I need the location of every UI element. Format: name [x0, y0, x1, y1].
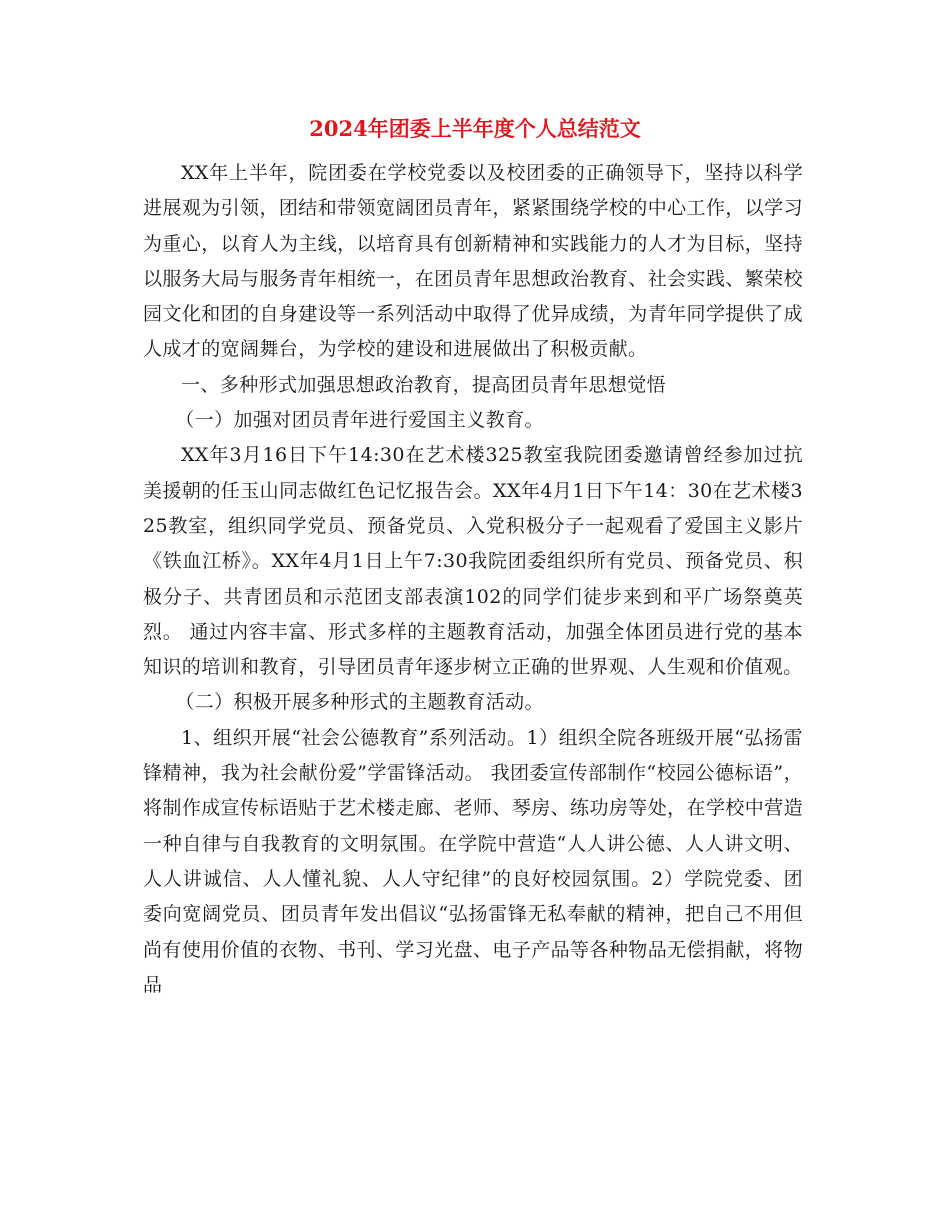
subsection-heading-1: （一）加强对团员青年进行爱国主义教育。 — [175, 409, 544, 432]
subsection-heading-2: （二）积极开展多种形式的主题教育活动。 — [175, 691, 544, 714]
paragraph-patriotic-education: XX年3月16日下午14:30在艺术楼325教室我院团委邀请曾经参加过抗美援朝的任玉山同志做红色记忆报告会。XX年4月1日下午14：30在艺术楼325教室，组织同学党员、预备党员、入党积极分子一起观看了爱国主义影片《铁血江桥》。XX年4月1日上午7:30我院团委组织所有党员、预备党员、积极分子、共青团员和示范团支部表演102的同学们徒步来到和平广场祭奠英烈。 通过内容丰富、形式多样的主题教育活动，加强全体团员进行党的基本知识的培训和教育，引导团员青年逐步树立正确的世界观、人生观和价值观。 — [143, 444, 803, 679]
section-heading-1: 一、多种形式加强思想政治教育，提高团员青年思想觉悟 — [181, 373, 667, 396]
document-body — [143, 156, 803, 1003]
document-title: 2024年团委上半年度个人总结范文 — [309, 116, 641, 141]
paragraph-public-morality: 1、组织开展“社会公德教育”系列活动。1）组织全院各班级开展“弘扬雷锋精神，我为社会献份爱”学雷锋活动。 我团委宣传部制作“校园公德标语”，将制作成宣传标语贴于艺术楼走廊、老师、琴房、练功房等处，在学校中营造一种自律与自我教育的文明氛围。在学院中营造“人人讲公德、人人讲文明、人人讲诚信、人人懂礼貌、人人守纪律”的良好校园氛围。2）学院党委、团委向宽阔党员、团员青年发出倡议“弘扬雷锋无私奉献的精神，把自己不用但尚有使用价值的衣物、书刊、学习光盘、电子产品等各种物品无偿捐献，将物品 — [143, 726, 803, 996]
paragraph-intro: XX年上半年，院团委在学校党委以及校团委的正确领导下，坚持以科学进展观为引领，团结和带领宽阔团员青年，紧紧围绕学校的中心工作，以学习为重心，以育人为主线，以培育具有创新精神和实践能力的人才为目标，坚持以服务大局与服务青年相统一，在团员青年思想政治教育、社会实践、繁荣校园文化和团的自身建设等一系列活动中取得了优异成绩，为青年同学提供了成人成才的宽阔舞台，为学校的建设和进展做出了积极贡献。 — [143, 162, 803, 361]
